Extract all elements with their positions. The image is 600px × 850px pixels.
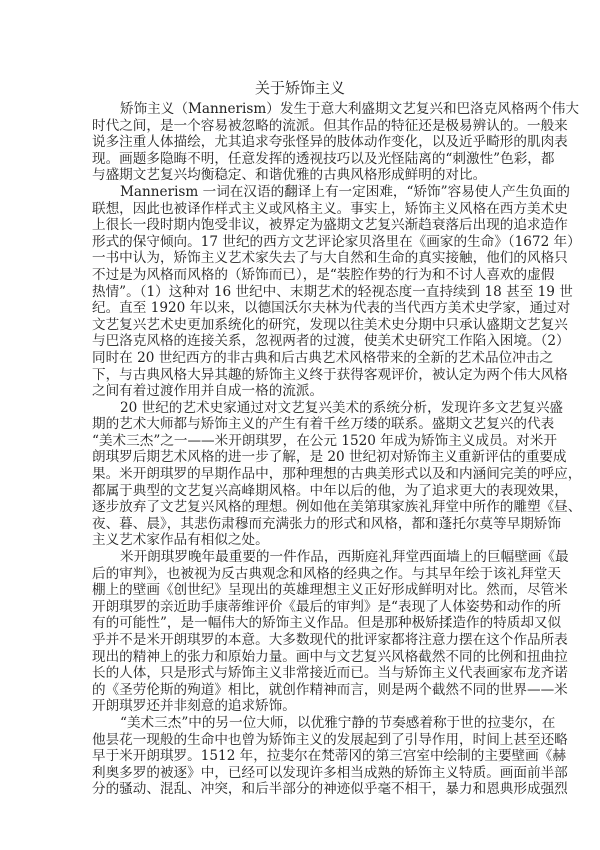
text-line: 后的审判》，也被视为反古典观念和风格的经典之作。与其早年绘于该礼拜堂天 (92, 565, 561, 582)
text-line: 纪。直至 1920 年以来，以德国沃尔夫林为代表的当代西方美术史学家，通过对 (92, 300, 571, 317)
paragraph (92, 399, 582, 549)
text-line: 现出的精神上的张力和原始力量。画中与文艺复兴风格截然不同的比例和扭曲拉 (92, 648, 568, 665)
text-line: 利奥多罗的被逐》中，已经可以发现许多相当成熟的矫饰主义特质。画面前半部 (92, 764, 568, 781)
text-line: 联想，因此也被译作样式主义或风格主义。事实上，矫饰主义风格在西方美术史 (92, 200, 568, 217)
text-line: 现。画题多隐晦不明，任意发挥的透视技巧以及光怪陆离的“刺激性”色彩，都 (92, 150, 555, 167)
text-line: 果。米开朗琪罗的早期作品中，那种理想的古典美形式以及和内涵间完美的呼应， (92, 466, 582, 483)
text-line: 朗琪罗后期艺术风格的进一步了解，是 20 世纪初对矫饰主义重新评估的重要成 (92, 449, 567, 466)
text-line: 开朗琪罗的亲近助手康蒂维评价《最后的审判》是“表现了人体姿势和动作的所 (92, 598, 562, 615)
text-line: 期的艺术大师都与矫饰主义的产生有着千丝万缕的联系。盛期文艺复兴的代表 (92, 416, 555, 433)
text-line: 与巴洛克风格的连接关系，忽视两者的过渡，使美术史研究工作陷入困境。（2） (92, 333, 570, 350)
text-line: 都属于典型的文艺复兴高峰期风格。中年以后的他，为了追求更大的表现效果， (92, 482, 568, 499)
paragraph (92, 183, 581, 400)
text-line: 早于米开朗琪罗。1512 年，拉斐尔在梵蒂冈的第三宫室中绘制的主要壁画《赫 (92, 748, 566, 765)
text-line: 不过是为风格而风格的（矫饰而已），是“装腔作势的行为和不讨人喜欢的虚假 (92, 266, 555, 283)
text-line: 他昙花一现般的生命中也曾为矫饰主义的发展起到了引导作用，时间上甚至还略 (92, 731, 568, 748)
text-line: 矫饰主义（Mannerism）发生于意大利盛期文艺复兴和巴洛克风格两个伟大 (120, 101, 579, 117)
text-line: Mannerism 一词在汉语的翻译上有一定困难，“矫饰”容易使人产生负面的 (120, 183, 570, 200)
document-body (92, 101, 582, 798)
text-line: 说多注重人体描绘，尤其追求夸张怪异的肢体动作变化，以及近乎畸形的肌肉表 (92, 134, 568, 151)
text-line: 的《圣劳伦斯的殉道》相比，就创作精神而言，则是两个截然不同的世界——米 (92, 681, 568, 698)
text-line: 同时在 20 世纪西方的非古典和后古典艺术风格带来的全新的艺术品位冲击之 (92, 349, 553, 366)
text-line: 开朗琪罗还并非刻意的追求矫饰。 (92, 698, 296, 715)
text-line: 一书中认为，矫饰主义艺术家失去了与大自然和生命的真实接触，他们的风格只 (92, 250, 568, 267)
text-line: “美术三杰”中的另一位大师，以优雅宁静的节奏感着称于世的拉斐尔，在 (120, 714, 556, 731)
text-line: 主义艺术家作品有相似之处。 (92, 532, 269, 549)
text-line: 形式的保守倾向。17 世纪的西方文艺评论家贝洛里在《画家的生命》（1672 年） (92, 233, 581, 250)
text-line: 长的人体，只是形式与矫饰主义非常接近而已。当与矫饰主义代表画家布龙齐诺 (92, 665, 568, 682)
text-line: 热情”。（1）这种对 16 世纪中、末期艺术的轻视态度一直持续到 18 甚至 19 世 (92, 283, 573, 300)
text-line: 米开朗琪罗晚年最重要的一件作品，西斯庭礼拜堂西面墙上的巨幅壁画《最 (120, 549, 569, 566)
text-line: 之间有着过渡作用并自成一格的流派。 (92, 383, 324, 400)
text-line: 上很长一段时期内饱受非议，被界定为盛期文艺复兴渐趋衰落后出现的追求造作 (92, 217, 568, 234)
text-line: 有的可能性”，是一幅伟大的矫饰主义作品。但是那种极矫揉造作的特质却又似 (92, 615, 562, 632)
text-line: 文艺复兴艺术史更加系统化的研究，发现以往美术史分期中只承认盛期文艺复兴 (92, 316, 568, 333)
text-line: 乎并不是米开朗琪罗的本意。大多数现代的批评家都将注意力摆在这个作品所表 (92, 632, 568, 648)
text-line: 与盛期文艺复兴均衡稳定、和谐优雅的古典风格形成鲜明的对比。 (92, 167, 487, 184)
paragraph (92, 101, 579, 184)
paragraph (92, 714, 568, 798)
text-line: “美术三杰”之一——米开朗琪罗，在公元 1520 年成为矫饰主义成员。对米开 (92, 432, 557, 449)
document-title: 关于矫饰主义 (254, 79, 345, 97)
text-line: 棚上的壁画《创世纪》呈现出的英雄理想主义正好形成鲜明对比。然而，尽管米 (92, 582, 568, 599)
text-line: 逐步放弃了文艺复兴风格的理想。例如他在美第琪家族礼拜堂中所作的雕塑《昼、 (92, 499, 582, 516)
text-line: 时代之间，是一个容易被忽略的流派。但其作品的特征还是极易辨认的。一般来 (92, 117, 568, 134)
text-line: 夜、暮、晨》，其悲伤肃穆而充满张力的形式和风格，都和蓬托尔莫等早期矫饰 (92, 515, 561, 532)
text-line: 20 世纪的艺术史家通过对文艺复兴美术的系统分析，发现许多文艺复兴盛 (120, 399, 564, 416)
text-line: 下，与古典风格大异其趣的矫饰主义终于获得客观评价，被认定为两个伟大风格 (92, 366, 568, 383)
paragraph (92, 549, 569, 715)
text-line: 分的骚动、混乱、冲突，和后半部分的神迹似乎毫不相干，暴力和恩典形成强烈 (92, 781, 568, 798)
